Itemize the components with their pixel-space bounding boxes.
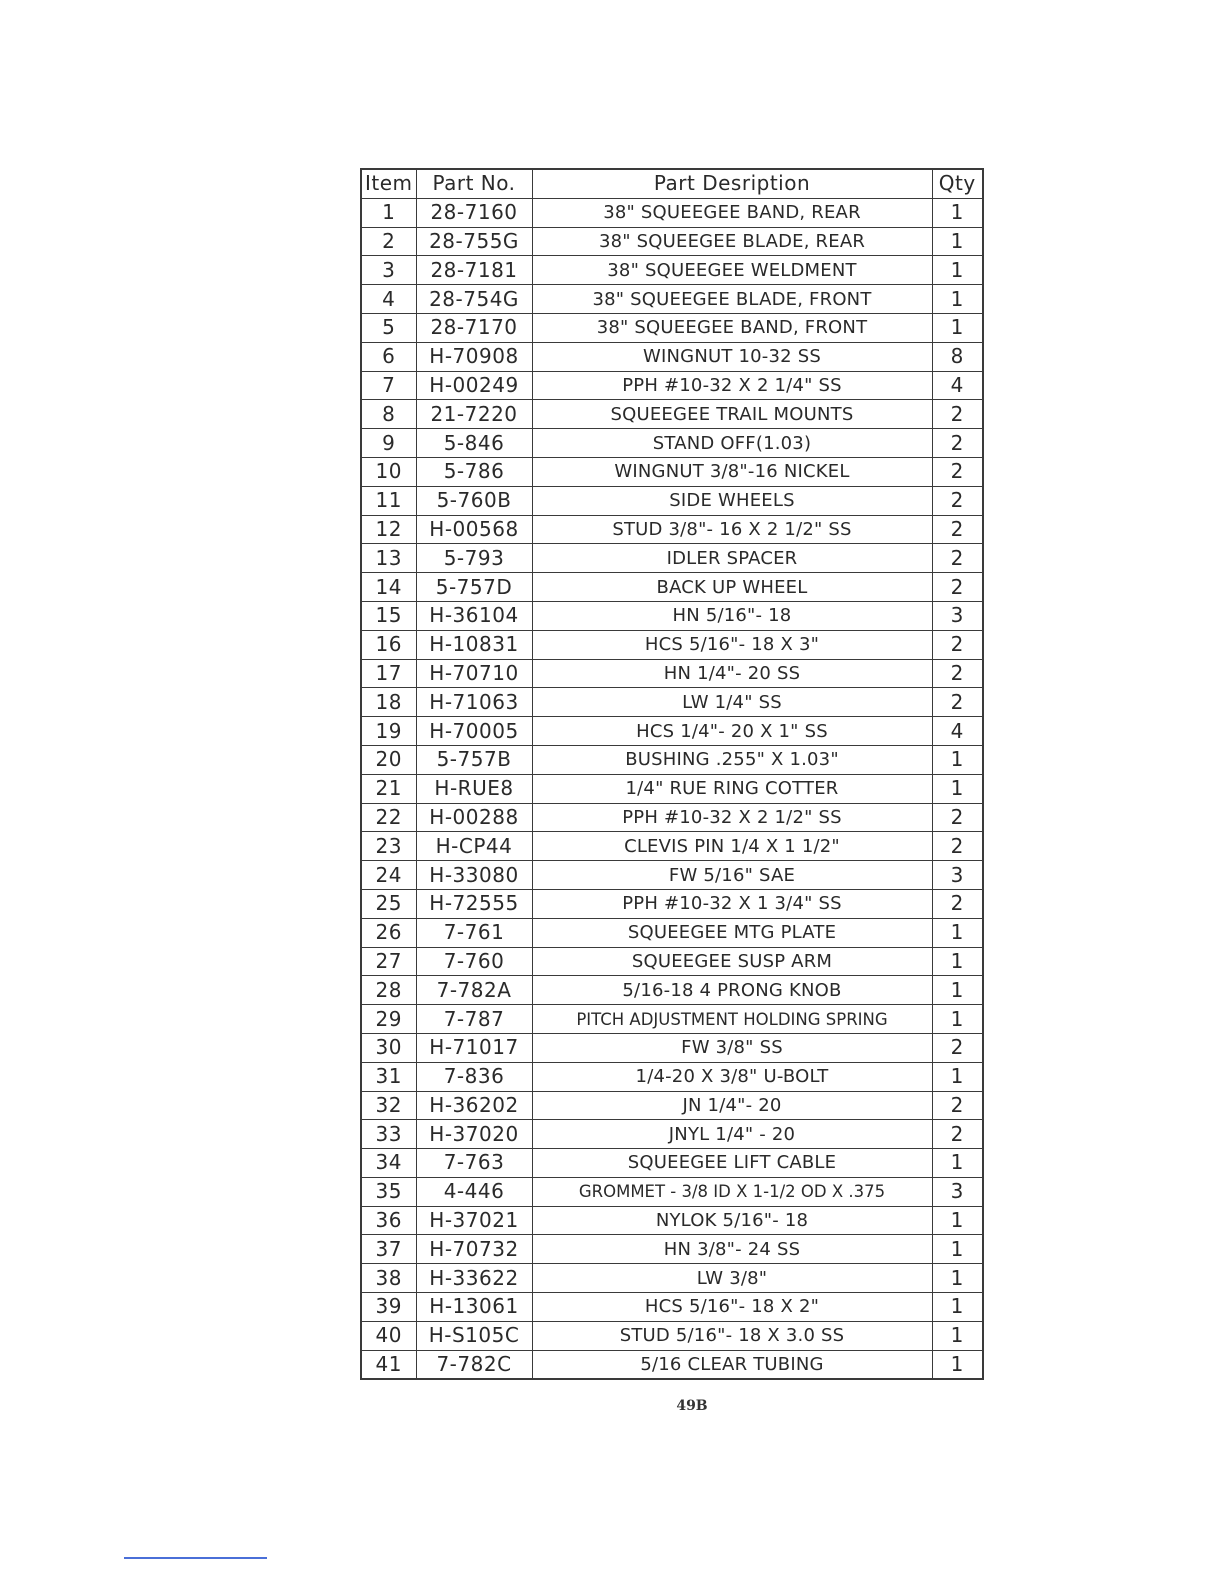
item-cell: 27	[361, 947, 416, 976]
part-no-cell: 28-755G	[416, 227, 532, 256]
part-no-cell: H-S105C	[416, 1321, 532, 1350]
qty-cell: 1	[932, 285, 983, 314]
description-cell: STUD 5/16"- 18 X 3.0 SS	[532, 1321, 932, 1350]
description-cell: SIDE WHEELS	[532, 486, 932, 515]
part-no-cell: H-72555	[416, 889, 532, 918]
qty-cell: 2	[932, 515, 983, 544]
item-cell: 24	[361, 861, 416, 890]
item-cell: 41	[361, 1350, 416, 1379]
item-cell: 12	[361, 515, 416, 544]
table-row	[361, 832, 983, 861]
item-cell: 37	[361, 1235, 416, 1264]
header-item: Item	[361, 169, 416, 198]
table-row	[361, 371, 983, 400]
description-cell: 1/4" RUE RING COTTER	[532, 774, 932, 803]
item-cell: 33	[361, 1120, 416, 1149]
part-no-cell: H-37020	[416, 1120, 532, 1149]
qty-cell: 2	[932, 630, 983, 659]
qty-cell: 1	[932, 1149, 983, 1178]
table-row	[361, 1264, 983, 1293]
item-cell: 36	[361, 1206, 416, 1235]
item-cell: 7	[361, 371, 416, 400]
description-cell: STAND OFF(1.03)	[532, 429, 932, 458]
qty-cell: 1	[932, 313, 983, 342]
description-cell: CLEVIS PIN 1/4 X 1 1/2"	[532, 832, 932, 861]
table-row	[361, 342, 983, 371]
qty-cell: 1	[932, 1062, 983, 1091]
part-no-cell: 28-7170	[416, 313, 532, 342]
table-row	[361, 256, 983, 285]
part-no-cell: H-71017	[416, 1033, 532, 1062]
qty-cell: 1	[932, 774, 983, 803]
qty-cell: 1	[932, 198, 983, 227]
table-row	[361, 573, 983, 602]
table-row	[361, 1321, 983, 1350]
description-cell: FW 5/16" SAE	[532, 861, 932, 890]
item-cell: 35	[361, 1177, 416, 1206]
qty-cell: 1	[932, 976, 983, 1005]
description-cell: STUD 3/8"- 16 X 2 1/2" SS	[532, 515, 932, 544]
item-cell: 16	[361, 630, 416, 659]
item-cell: 18	[361, 688, 416, 717]
qty-cell: 1	[932, 918, 983, 947]
footer-rule	[124, 1557, 267, 1559]
description-cell: 5/16-18 4 PRONG KNOB	[532, 976, 932, 1005]
description-cell: HCS 5/16"- 18 X 3"	[532, 630, 932, 659]
qty-cell: 2	[932, 1033, 983, 1062]
part-no-cell: 28-7181	[416, 256, 532, 285]
part-no-cell: H-10831	[416, 630, 532, 659]
description-cell: SQUEEGEE SUSP ARM	[532, 947, 932, 976]
table-row	[361, 285, 983, 314]
qty-cell: 2	[932, 573, 983, 602]
item-cell: 40	[361, 1321, 416, 1350]
item-cell: 5	[361, 313, 416, 342]
description-cell: 38" SQUEEGEE BAND, FRONT	[532, 313, 932, 342]
table-row	[361, 198, 983, 227]
table-row	[361, 745, 983, 774]
qty-cell: 2	[932, 486, 983, 515]
part-no-cell: 5-793	[416, 544, 532, 573]
item-cell: 38	[361, 1264, 416, 1293]
qty-cell: 3	[932, 601, 983, 630]
description-cell: WINGNUT 10-32 SS	[532, 342, 932, 371]
part-no-cell: 7-760	[416, 947, 532, 976]
table-row	[361, 918, 983, 947]
description-cell: BACK UP WHEEL	[532, 573, 932, 602]
part-no-cell: H-71063	[416, 688, 532, 717]
parts-list-table	[360, 168, 984, 1380]
description-cell: 38" SQUEEGEE WELDMENT	[532, 256, 932, 285]
part-no-cell: H-13061	[416, 1293, 532, 1322]
part-no-cell: H-70710	[416, 659, 532, 688]
qty-cell: 2	[932, 803, 983, 832]
part-no-cell: 28-754G	[416, 285, 532, 314]
item-cell: 17	[361, 659, 416, 688]
item-cell: 14	[361, 573, 416, 602]
qty-cell: 1	[932, 1350, 983, 1379]
description-cell: HCS 1/4"- 20 X 1" SS	[532, 717, 932, 746]
item-cell: 39	[361, 1293, 416, 1322]
table-row	[361, 688, 983, 717]
part-no-cell: 4-446	[416, 1177, 532, 1206]
description-cell: BUSHING .255" X 1.03"	[532, 745, 932, 774]
qty-cell: 1	[932, 1264, 983, 1293]
part-no-cell: 7-782C	[416, 1350, 532, 1379]
item-cell: 6	[361, 342, 416, 371]
item-cell: 11	[361, 486, 416, 515]
table-body	[361, 198, 983, 1379]
qty-cell: 4	[932, 717, 983, 746]
item-cell: 1	[361, 198, 416, 227]
table-row	[361, 861, 983, 890]
item-cell: 8	[361, 400, 416, 429]
qty-cell: 1	[932, 1005, 983, 1034]
table-row	[361, 1091, 983, 1120]
item-cell: 21	[361, 774, 416, 803]
table-row	[361, 717, 983, 746]
part-no-cell: H-33622	[416, 1264, 532, 1293]
table-row	[361, 1033, 983, 1062]
part-no-cell: 7-836	[416, 1062, 532, 1091]
item-cell: 20	[361, 745, 416, 774]
item-cell: 28	[361, 976, 416, 1005]
qty-cell: 2	[932, 1091, 983, 1120]
qty-cell: 1	[932, 256, 983, 285]
qty-cell: 2	[932, 400, 983, 429]
description-cell: PPH #10-32 X 1 3/4" SS	[532, 889, 932, 918]
table-row	[361, 1206, 983, 1235]
qty-cell: 2	[932, 429, 983, 458]
item-cell: 4	[361, 285, 416, 314]
qty-cell: 2	[932, 688, 983, 717]
qty-cell: 2	[932, 659, 983, 688]
item-cell: 29	[361, 1005, 416, 1034]
item-cell: 9	[361, 429, 416, 458]
description-cell: HCS 5/16"- 18 X 2"	[532, 1293, 932, 1322]
item-cell: 10	[361, 457, 416, 486]
table-row	[361, 1062, 983, 1091]
description-cell: PPH #10-32 X 2 1/2" SS	[532, 803, 932, 832]
description-cell: 38" SQUEEGEE BLADE, FRONT	[532, 285, 932, 314]
part-no-cell: H-33080	[416, 861, 532, 890]
table-row	[361, 774, 983, 803]
qty-cell: 2	[932, 544, 983, 573]
table-row	[361, 1177, 983, 1206]
table-row	[361, 1235, 983, 1264]
item-cell: 26	[361, 918, 416, 947]
item-cell: 22	[361, 803, 416, 832]
table-row	[361, 947, 983, 976]
qty-cell: 3	[932, 861, 983, 890]
description-cell: HN 3/8"- 24 SS	[532, 1235, 932, 1264]
item-cell: 32	[361, 1091, 416, 1120]
part-no-cell: 5-846	[416, 429, 532, 458]
table-row	[361, 400, 983, 429]
table-header	[361, 169, 983, 198]
description-cell: PPH #10-32 X 2 1/4" SS	[532, 371, 932, 400]
qty-cell: 1	[932, 947, 983, 976]
description-cell: 1/4-20 X 3/8" U-BOLT	[532, 1062, 932, 1091]
description-cell: IDLER SPACER	[532, 544, 932, 573]
description-cell: JNYL 1/4" - 20	[532, 1120, 932, 1149]
item-cell: 2	[361, 227, 416, 256]
qty-cell: 2	[932, 457, 983, 486]
qty-cell: 8	[932, 342, 983, 371]
table-row	[361, 429, 983, 458]
qty-cell: 1	[932, 1235, 983, 1264]
item-cell: 3	[361, 256, 416, 285]
item-cell: 31	[361, 1062, 416, 1091]
table-row	[361, 889, 983, 918]
qty-cell: 1	[932, 227, 983, 256]
table-row	[361, 1149, 983, 1178]
qty-cell: 2	[932, 1120, 983, 1149]
description-cell: NYLOK 5/16"- 18	[532, 1206, 932, 1235]
header-description: Part Desription	[532, 169, 932, 198]
description-cell: LW 3/8"	[532, 1264, 932, 1293]
part-no-cell: H-00249	[416, 371, 532, 400]
part-no-cell: H-36104	[416, 601, 532, 630]
table-row	[361, 803, 983, 832]
table-row	[361, 976, 983, 1005]
header-qty: Qty	[932, 169, 983, 198]
description-cell: SQUEEGEE LIFT CABLE	[532, 1149, 932, 1178]
item-cell: 15	[361, 601, 416, 630]
description-cell: GROMMET - 3/8 ID X 1-1/2 OD X .375	[532, 1177, 932, 1206]
description-cell: SQUEEGEE MTG PLATE	[532, 918, 932, 947]
part-no-cell: H-70908	[416, 342, 532, 371]
item-cell: 23	[361, 832, 416, 861]
description-cell: 38" SQUEEGEE BAND, REAR	[532, 198, 932, 227]
header-row	[361, 169, 983, 198]
page-number: 49B	[676, 1398, 708, 1414]
table-row	[361, 1293, 983, 1322]
table-row	[361, 630, 983, 659]
qty-cell: 1	[932, 1321, 983, 1350]
part-no-cell: 5-760B	[416, 486, 532, 515]
table-row	[361, 227, 983, 256]
description-cell: LW 1/4" SS	[532, 688, 932, 717]
table-row	[361, 544, 983, 573]
qty-cell: 1	[932, 1206, 983, 1235]
description-cell: HN 1/4"- 20 SS	[532, 659, 932, 688]
header-part-no: Part No.	[416, 169, 532, 198]
description-cell: JN 1/4"- 20	[532, 1091, 932, 1120]
table-row	[361, 486, 983, 515]
qty-cell: 2	[932, 832, 983, 861]
part-no-cell: H-CP44	[416, 832, 532, 861]
table-row	[361, 515, 983, 544]
qty-cell: 1	[932, 1293, 983, 1322]
part-no-cell: H-00288	[416, 803, 532, 832]
part-no-cell: H-RUE8	[416, 774, 532, 803]
item-cell: 19	[361, 717, 416, 746]
table-row	[361, 1005, 983, 1034]
part-no-cell: H-00568	[416, 515, 532, 544]
description-cell: 5/16 CLEAR TUBING	[532, 1350, 932, 1379]
description-cell: WINGNUT 3/8"-16 NICKEL	[532, 457, 932, 486]
part-no-cell: 28-7160	[416, 198, 532, 227]
qty-cell: 4	[932, 371, 983, 400]
part-no-cell: 5-786	[416, 457, 532, 486]
description-cell: SQUEEGEE TRAIL MOUNTS	[532, 400, 932, 429]
table-row	[361, 659, 983, 688]
part-no-cell: 7-761	[416, 918, 532, 947]
part-no-cell: 7-782A	[416, 976, 532, 1005]
item-cell: 25	[361, 889, 416, 918]
part-no-cell: H-70005	[416, 717, 532, 746]
item-cell: 34	[361, 1149, 416, 1178]
description-cell: PITCH ADJUSTMENT HOLDING SPRING	[532, 1005, 932, 1034]
item-cell: 13	[361, 544, 416, 573]
part-no-cell: 21-7220	[416, 400, 532, 429]
description-cell: 38" SQUEEGEE BLADE, REAR	[532, 227, 932, 256]
table-row	[361, 1120, 983, 1149]
qty-cell: 1	[932, 745, 983, 774]
part-no-cell: H-70732	[416, 1235, 532, 1264]
part-no-cell: 7-763	[416, 1149, 532, 1178]
part-no-cell: H-36202	[416, 1091, 532, 1120]
table-row	[361, 601, 983, 630]
part-no-cell: 5-757B	[416, 745, 532, 774]
description-cell: HN 5/16"- 18	[532, 601, 932, 630]
table-row	[361, 1350, 983, 1379]
table-row	[361, 313, 983, 342]
item-cell: 30	[361, 1033, 416, 1062]
part-no-cell: H-37021	[416, 1206, 532, 1235]
part-no-cell: 5-757D	[416, 573, 532, 602]
description-cell: FW 3/8" SS	[532, 1033, 932, 1062]
table-row	[361, 457, 983, 486]
qty-cell: 2	[932, 889, 983, 918]
part-no-cell: 7-787	[416, 1005, 532, 1034]
qty-cell: 3	[932, 1177, 983, 1206]
